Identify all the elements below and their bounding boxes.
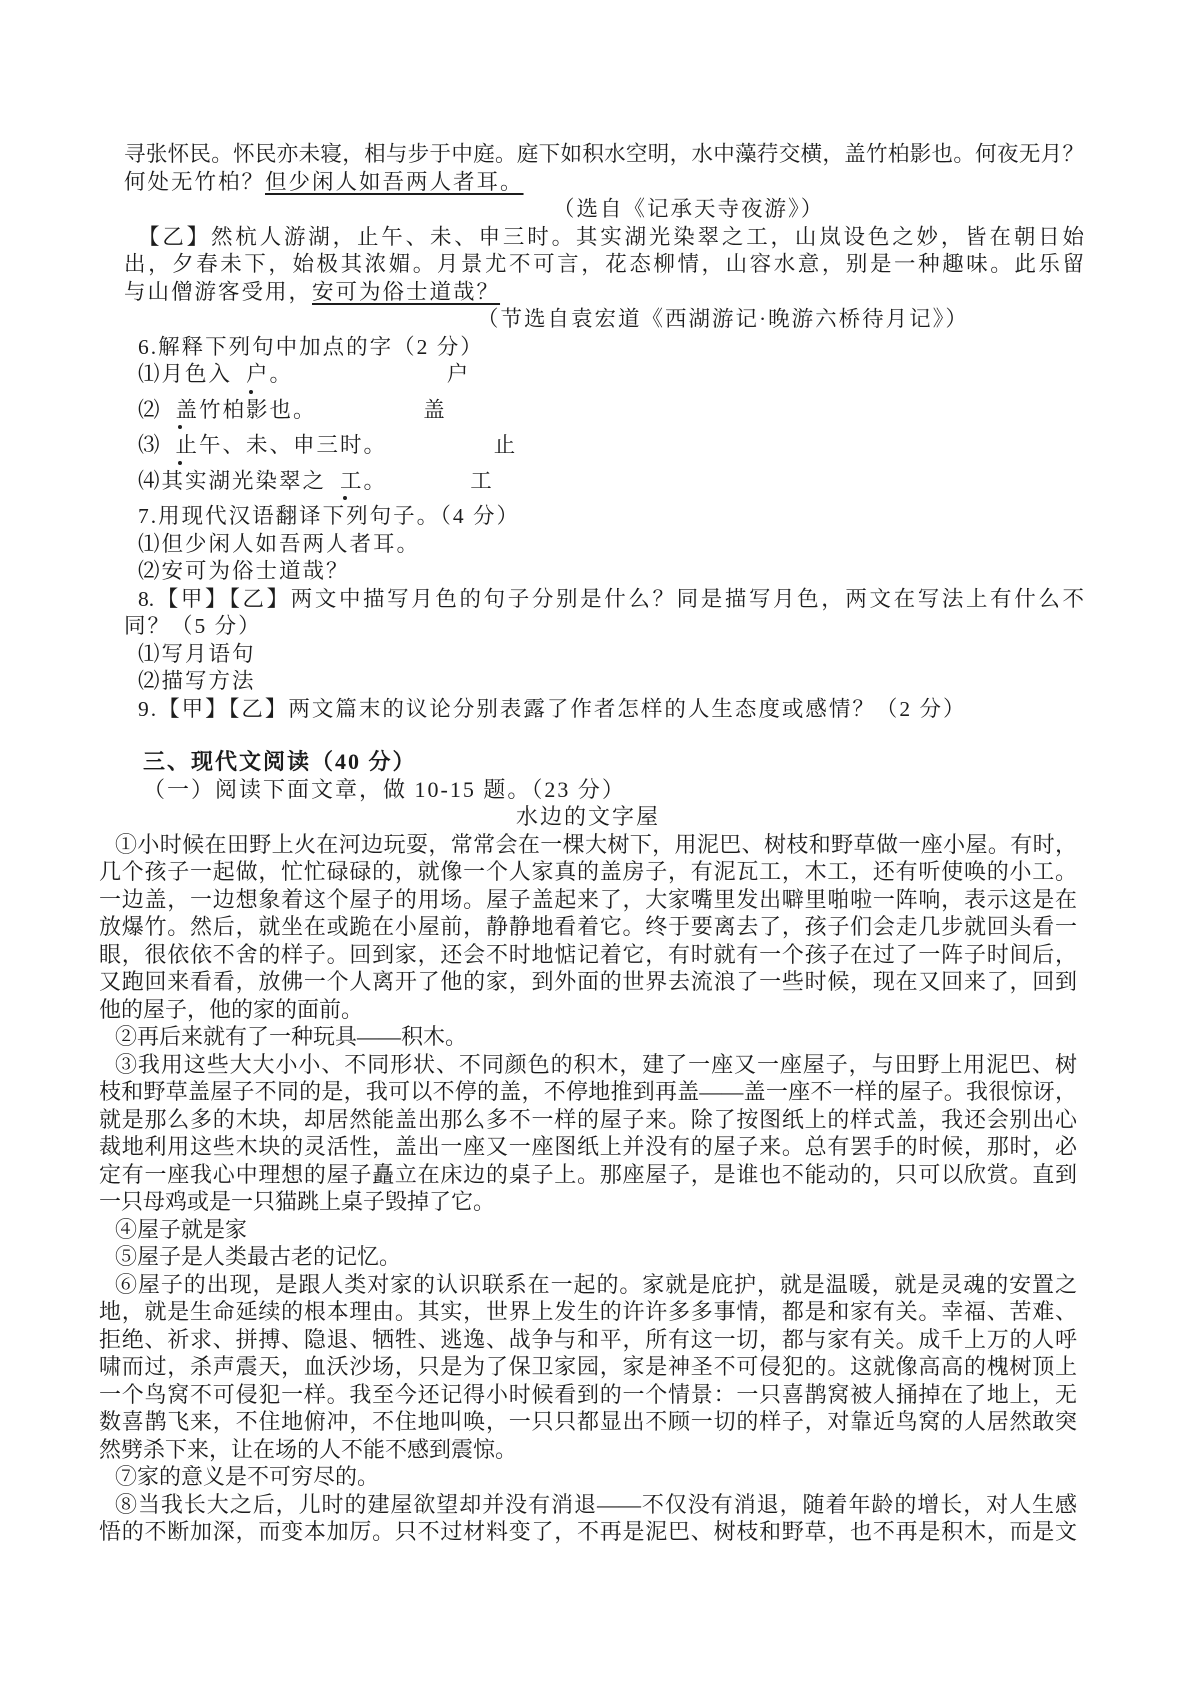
question-7-stem — [124, 503, 1084, 531]
text-segment: 出，夕春未下，始极其浓媚。月景尤不可言，花态柳情，山容水意，别是一种趣味。此乐留 — [124, 252, 1084, 276]
text-segment: 。 工 — [363, 468, 494, 493]
passage-jia-line — [124, 141, 1084, 169]
essay-line — [99, 886, 1077, 914]
essay-line — [99, 1518, 1077, 1546]
text-segment: ⑥屋子的出现，是跟人类对家的认识联系在一起的。家就是庇护，就是温暖，就是灵魂的安置之 — [115, 1271, 1077, 1297]
text-segment: 【乙】然杭人游湖，止午、未、申三时。其实湖光染翠之工，山岚设色之妙，皆在朝日始 — [138, 224, 1084, 249]
question-9-stem — [124, 696, 1084, 724]
passage-jia-line — [124, 169, 1084, 197]
essay-line — [99, 831, 1077, 859]
question-8-item-1 — [124, 641, 1084, 669]
essay-line — [99, 941, 1077, 969]
essay-line — [99, 1463, 1077, 1491]
question-6-item-1 — [124, 361, 1084, 389]
text-segment: 三、现代文阅读（40 分） — [143, 749, 417, 774]
text-segment: 何处无竹柏？ — [124, 169, 266, 194]
passage-yi-line — [124, 224, 1084, 252]
text-segment: 7.用现代汉语翻译下列句子。（4 分） — [138, 504, 521, 528]
essay-line — [99, 1271, 1077, 1299]
text-segment: 就是那么多的木块，却居然能盖出那么多不一样的屋子来。除了按图纸上的样式盖，我还会别出心 — [99, 1106, 1077, 1132]
text-segment: ①小时候在田野上火在河边玩耍，常常会在一棵大树下，用泥巴、树枝和野草做一座小屋。有时， — [115, 831, 1077, 857]
question-8-stem — [124, 613, 1084, 641]
question-6-item-3 — [124, 432, 1084, 460]
text-segment: 他的屋子，他的家的面前。 — [99, 996, 364, 1022]
text-segment: 又跑回来看看，放佛一个人离开了他的家，到外面的世界去流浪了一些时候，现在又回来了，回到 — [99, 969, 1077, 994]
essay-line — [99, 1491, 1077, 1519]
essay-line — [99, 1188, 1077, 1216]
section-heading — [99, 748, 1077, 776]
text-segment: ⑴写月语句 — [138, 641, 256, 666]
emphasized-char: 工 — [326, 468, 364, 496]
text-segment: （节选自袁宏道《西湖游记·晚游六桥待月记》） — [477, 307, 969, 331]
text-segment: ②再后来就有了一种玩具——积木。 — [115, 1024, 468, 1049]
essay-line — [99, 1106, 1077, 1134]
essay-line — [99, 1051, 1077, 1079]
question-7-item-2 — [124, 558, 1084, 586]
question-8-item-2 — [124, 668, 1084, 696]
text-segment: 放爆竹。然后，就坐在或跪在小屋前，静静地看着它。终于要离去了，孩子们会走几步就回头看一 — [99, 914, 1077, 939]
text-segment: ⑶ — [138, 433, 162, 457]
section-intro — [99, 776, 1077, 804]
essay-line — [99, 1381, 1077, 1409]
text-segment: ⑧当我长大之后，儿时的建屋欲望却并没有消退——不仅没有消退，随着年龄的增长，对人生感 — [115, 1491, 1077, 1517]
essay-line — [99, 1326, 1077, 1354]
text-segment: 。 户 — [269, 362, 471, 386]
question-6-item-4 — [124, 468, 1084, 496]
text-segment: 同？（5 分） — [124, 614, 262, 638]
essay-line — [99, 968, 1077, 996]
text-segment: 数喜鹊飞来，不住地俯冲，不住地叫唤，一只只都显出不顾一切的样子，对靠近鸟窝的人居然敢突 — [99, 1409, 1077, 1434]
emphasized-char: 止 — [162, 432, 200, 460]
text-segment: 寻张怀民。怀民亦未寝，相与步于中庭。庭下如积水空明，水中藻荇交横，盖竹柏影也。何夜无月？ — [124, 142, 1084, 166]
text-segment: 与山僧游客受用， — [124, 279, 313, 304]
text-segment: ⑴月色入 — [138, 362, 233, 386]
underlined-text: 但少闲人如吾两人者耳。 — [265, 169, 524, 194]
essay-line — [99, 858, 1077, 886]
text-segment: 一边盖，一边想象着这个屋子的用场。屋子盖起来了，大家嘴里发出噼里啪啦一阵响，表示这是在 — [99, 886, 1077, 912]
text-segment: 竹柏影也。 盖 — [199, 397, 447, 422]
essay-line — [99, 1436, 1077, 1464]
essay-line — [99, 1216, 1077, 1244]
modern-reading-section — [99, 748, 1077, 1546]
text-segment: 枝和野草盖屋子不同的是，我可以不停的盖，不停地推到再盖——盖一座不一样的屋子。我很惊讶， — [99, 1079, 1077, 1104]
question-8-stem — [124, 586, 1084, 614]
text-segment: 6.解释下列句中加点的字（2 分） — [138, 334, 484, 359]
question-6-item-2 — [124, 397, 1084, 425]
text-segment: ⑤屋子是人类最古老的记忆。 — [115, 1244, 402, 1269]
question-6-stem — [124, 334, 1084, 362]
text-segment: 定有一座我心中理想的屋子矗立在床边的桌子上。那座屋子，是谁也不能动的，只可以欣赏。直到 — [99, 1161, 1077, 1187]
text-segment: 水边的文字屋 — [515, 804, 660, 829]
essay-line — [99, 913, 1077, 941]
essay-line — [99, 1353, 1077, 1381]
text-segment: 午、未、申三时。 止 — [199, 433, 518, 457]
text-segment: ⑵ — [138, 397, 162, 422]
question-7-item-1 — [124, 531, 1084, 559]
text-segment: 裁地利用这些木块的灵活性，盖出一座又一座图纸上并没有的屋子来。总有罢手的时候，那时，必 — [99, 1134, 1077, 1159]
text-segment: 一个鸟窝不可侵犯一样。我至今还记得小时候看到的一个情景：一只喜鹊窝被人捅掉在了地上，无 — [99, 1381, 1077, 1407]
text-segment: 几个孩子一起做，忙忙碌碌的，就像一个人家真的盖房子，有泥瓦工，木工，还有听使唤的小工。 — [99, 859, 1077, 884]
text-segment: 一只母鸡或是一只猫跳上桌子毁掉了它。 — [99, 1189, 496, 1214]
text-segment: ⑵安可为俗士道哉？ — [138, 559, 350, 583]
text-segment: ⑴但少闲人如吾两人者耳。 — [138, 531, 421, 556]
text-segment: 然劈杀下来，让在场的人不能不感到震惊。 — [99, 1436, 518, 1462]
essay-line — [99, 996, 1077, 1024]
text-segment: ④屋子就是家 — [115, 1216, 248, 1242]
passage-yi-line — [124, 251, 1084, 279]
text-segment: 地，就是生命延续的根本理由。其实，世界上发生的许许多多事情，都是和家有关。幸福、苦难、 — [99, 1299, 1077, 1324]
emphasized-char: 户 — [232, 361, 270, 389]
essay-line — [99, 1243, 1077, 1271]
emphasized-char: 盖 — [162, 397, 200, 425]
essay-line — [99, 1161, 1077, 1189]
essay-line — [99, 1023, 1077, 1051]
passage-yi-line — [124, 279, 1084, 307]
classical-reading-section — [124, 141, 1084, 723]
text-segment: 9.【甲】【乙】两文篇末的议论分别表露了作者怎样的人生态度或感情？（2 分） — [138, 696, 967, 721]
text-segment: ⑷其实湖光染翠之 — [138, 468, 327, 493]
text-segment: ⑦家的意义是不可穷尽的。 — [115, 1464, 380, 1489]
text-segment: 拒绝、祈求、拼搏、隐退、牺牲、逃逸、战争与和平，所有这一切，都与家有关。成千上万的人呼 — [99, 1326, 1077, 1352]
attribution-yi — [124, 306, 1084, 334]
passage-title — [99, 803, 1077, 831]
underlined-text: 安可为俗士道哉？ — [312, 279, 501, 304]
text-segment: 啸而过，杀声震天，血沃沙场，只是为了保卫家园，家是神圣不可侵犯的。这就像高高的槐树顶上 — [99, 1354, 1077, 1379]
text-segment: 悟的不断加深，而变本加厉。只不过材料变了，不再是泥巴、树枝和野草，也不再是积木，而是文 — [99, 1519, 1077, 1544]
text-segment: ③我用这些大大小小、不同形状、不同颜色的积木，建了一座又一座屋子，与田野上用泥巴、树 — [115, 1051, 1077, 1077]
essay-line — [99, 1078, 1077, 1106]
text-segment: （一）阅读下面文章，做 10-15 题。（23 分） — [143, 776, 626, 802]
essay-line — [99, 1298, 1077, 1326]
essay-line — [99, 1408, 1077, 1436]
essay-line — [99, 1133, 1077, 1161]
attribution-jia — [124, 196, 1084, 224]
text-segment: 8.【甲】【乙】两文中描写月色的句子分别是什么？同是描写月色，两文在写法上有什么不 — [138, 586, 1084, 611]
text-segment: 眼，很依依不舍的样子。回到家，还会不时地惦记着它，有时就有一个孩子在过了一阵子时间后， — [99, 941, 1077, 967]
text-segment: ⑵描写方法 — [138, 669, 256, 693]
text-segment: （选自《记承天寺夜游》） — [553, 197, 825, 221]
